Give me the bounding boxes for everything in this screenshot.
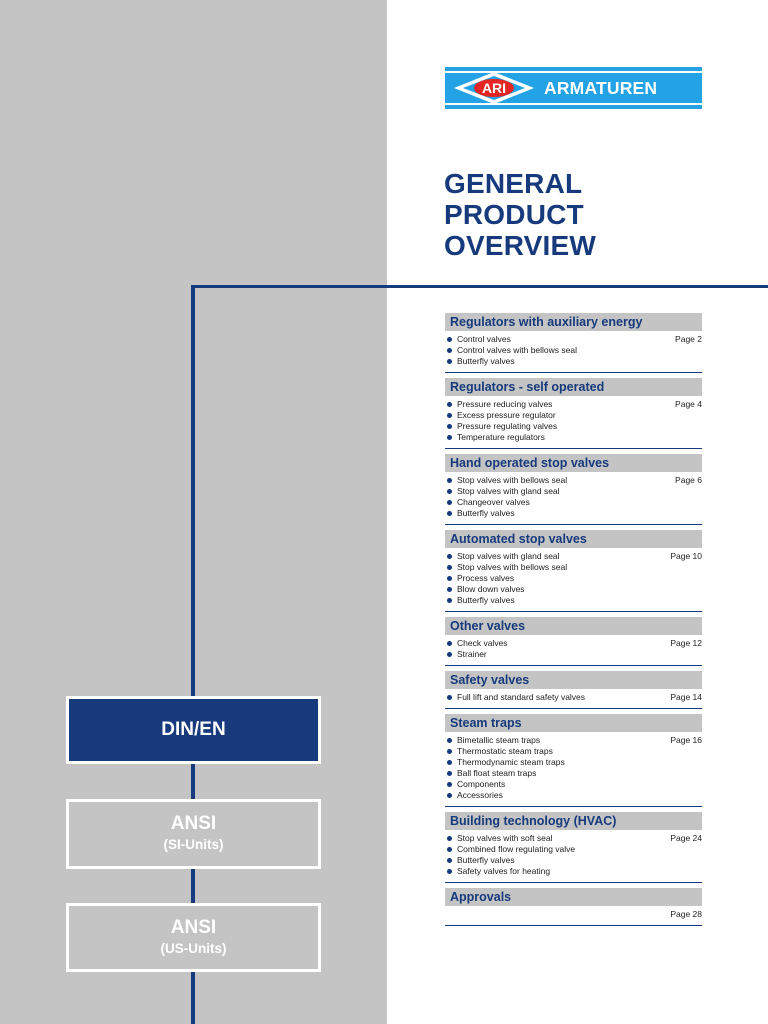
section-list-item — [445, 866, 702, 877]
section-list-item — [445, 757, 702, 768]
section-title[interactable]: Regulators with auxiliary energy — [445, 313, 702, 331]
section-list-item — [445, 779, 702, 790]
section-body — [445, 833, 702, 877]
bullet-icon — [447, 847, 452, 852]
section-divider — [445, 611, 702, 612]
list-item-text: Changeover valves — [457, 497, 530, 507]
product-section — [445, 671, 702, 709]
section-list-item — [445, 334, 702, 345]
list-item-text: Control valves — [457, 334, 511, 344]
section-divider — [445, 882, 702, 883]
section-page-ref[interactable]: Page 4 — [675, 399, 702, 409]
section-list-item — [445, 475, 702, 486]
section-page-ref[interactable]: Page 12 — [670, 638, 702, 648]
section-body — [445, 399, 702, 443]
section-title[interactable]: Safety valves — [445, 671, 702, 689]
list-item-text: Combined flow regulating valve — [457, 844, 576, 854]
ansi-si-sublabel: (SI-Units) — [163, 837, 224, 852]
section-list-item — [445, 735, 702, 746]
section-title[interactable]: Automated stop valves — [445, 530, 702, 548]
bullet-icon — [447, 652, 452, 657]
bullet-icon — [447, 359, 452, 364]
section-divider — [445, 448, 702, 449]
section-page-ref[interactable]: Page 6 — [675, 475, 702, 485]
section-body — [445, 638, 702, 660]
bullet-icon — [447, 771, 452, 776]
section-title[interactable]: Other valves — [445, 617, 702, 635]
list-item-text: Strainer — [457, 649, 487, 659]
bullet-icon — [447, 695, 452, 700]
title-line: PRODUCT — [444, 199, 584, 230]
logo-brand-text: ARMATUREN — [544, 78, 658, 98]
bullet-icon — [447, 869, 452, 874]
section-title[interactable]: Hand operated stop valves — [445, 454, 702, 472]
section-divider — [445, 372, 702, 373]
list-item-text: Accessories — [457, 790, 503, 800]
section-page-ref[interactable]: Page 14 — [670, 692, 702, 702]
bullet-icon — [447, 424, 452, 429]
section-list-item — [445, 356, 702, 367]
list-item-text: Control valves with bellows seal — [457, 345, 577, 355]
section-page-ref[interactable]: Page 2 — [675, 334, 702, 344]
bullet-icon — [447, 760, 452, 765]
bullet-icon — [447, 348, 452, 353]
section-list-item — [445, 573, 702, 584]
product-section — [445, 378, 702, 449]
list-item-text: Safety valves for heating — [457, 866, 551, 876]
section-list-item — [445, 768, 702, 779]
ansi-si-label: ANSI — [170, 813, 217, 834]
product-section — [445, 617, 702, 666]
list-item-text: Thermostatic steam traps — [457, 746, 553, 756]
list-item-text: Temperature regulators — [457, 432, 545, 442]
bullet-icon — [447, 836, 452, 841]
section-body — [445, 909, 702, 920]
list-item-text: Check valves — [457, 638, 508, 648]
product-section — [445, 454, 702, 525]
ansi-si-units-button[interactable] — [66, 799, 321, 869]
list-item-text: Pressure regulating valves — [457, 421, 558, 431]
horizontal-divider-line — [191, 285, 768, 288]
section-list-item — [445, 595, 702, 606]
bullet-icon — [447, 337, 452, 342]
section-list-item — [445, 421, 702, 432]
section-page-ref[interactable]: Page 24 — [670, 833, 702, 843]
section-list-item — [445, 584, 702, 595]
section-divider — [445, 524, 702, 525]
bullet-icon — [447, 489, 452, 494]
list-item-text: Thermodynamic steam traps — [457, 757, 565, 767]
section-list-item — [445, 746, 702, 757]
section-list-item — [445, 844, 702, 855]
din-en-button[interactable] — [66, 696, 321, 764]
section-list-item — [445, 508, 702, 519]
list-item-text: Excess pressure regulator — [457, 410, 556, 420]
section-divider — [445, 708, 702, 709]
list-item-text: Full lift and standard safety valves — [457, 692, 586, 702]
section-title[interactable]: Steam traps — [445, 714, 702, 732]
list-item-text: Stop valves with gland seal — [457, 486, 560, 496]
bullet-icon — [447, 511, 452, 516]
list-item-text: Bimetallic steam traps — [457, 735, 541, 745]
logo-mark-text: ARI — [481, 80, 507, 96]
section-divider — [445, 925, 702, 926]
list-item-text: Ball float steam traps — [457, 768, 537, 778]
ansi-us-sublabel: (US-Units) — [160, 941, 227, 956]
section-body — [445, 735, 702, 801]
ansi-us-units-button[interactable] — [66, 903, 321, 972]
list-item-text: Components — [457, 779, 506, 789]
section-list-item — [445, 692, 702, 703]
section-body — [445, 692, 702, 703]
section-title[interactable]: Regulators - self operated — [445, 378, 702, 396]
list-item-text: Butterfly valves — [457, 356, 515, 366]
list-item-text: Stop valves with bellows seal — [457, 475, 568, 485]
bullet-icon — [447, 749, 452, 754]
section-list-item — [445, 855, 702, 866]
list-item-text: Pressure reducing valves — [457, 399, 553, 409]
section-list-item — [445, 562, 702, 573]
bullet-icon — [447, 413, 452, 418]
title-line: OVERVIEW — [444, 230, 597, 261]
section-page-ref[interactable]: Page 28 — [670, 909, 702, 919]
bullet-icon — [447, 641, 452, 646]
section-list-item — [445, 486, 702, 497]
bullet-icon — [447, 782, 452, 787]
bullet-icon — [447, 587, 452, 592]
din-en-label: DIN/EN — [161, 719, 226, 740]
section-body — [445, 475, 702, 519]
list-item-text: Stop valves with gland seal — [457, 551, 560, 561]
section-list-item — [445, 551, 702, 562]
section-list-item — [445, 790, 702, 801]
list-item-text: Butterfly valves — [457, 595, 515, 605]
section-body — [445, 551, 702, 606]
section-page-ref[interactable]: Page 10 — [670, 551, 702, 561]
section-list-item — [445, 345, 702, 356]
list-item-text: Process valves — [457, 573, 515, 583]
list-item-text: Stop valves with bellows seal — [457, 562, 568, 572]
title-line: GENERAL — [444, 168, 583, 199]
bullet-icon — [447, 435, 452, 440]
list-item-text: Stop valves with soft seal — [457, 833, 553, 843]
bullet-icon — [447, 402, 452, 407]
section-divider — [445, 806, 702, 807]
page-title — [444, 168, 744, 261]
bullet-icon — [447, 554, 452, 559]
section-list-item — [445, 432, 702, 443]
section-list-item — [445, 833, 702, 844]
product-section — [445, 812, 702, 883]
section-list-item — [445, 399, 702, 410]
section-title[interactable]: Building technology (HVAC) — [445, 812, 702, 830]
list-item-text: Butterfly valves — [457, 855, 515, 865]
list-item-text: Blow down valves — [457, 584, 525, 594]
bullet-icon — [447, 858, 452, 863]
bullet-icon — [447, 576, 452, 581]
section-divider — [445, 665, 702, 666]
section-title[interactable]: Approvals — [445, 888, 702, 906]
bullet-icon — [447, 793, 452, 798]
ari-armaturen-logo — [445, 67, 702, 109]
ansi-us-label: ANSI — [170, 917, 217, 938]
bullet-icon — [447, 738, 452, 743]
section-list-item — [445, 638, 702, 649]
ari-diamond-icon — [453, 71, 535, 105]
section-page-ref[interactable]: Page 16 — [670, 735, 702, 745]
product-section — [445, 530, 702, 612]
product-section — [445, 313, 702, 373]
bullet-icon — [447, 565, 452, 570]
section-list-item — [445, 497, 702, 508]
product-section — [445, 714, 702, 807]
list-item-text: Butterfly valves — [457, 508, 515, 518]
section-list-item — [445, 649, 702, 660]
section-body — [445, 334, 702, 367]
section-list-item — [445, 410, 702, 421]
bullet-icon — [447, 598, 452, 603]
product-section — [445, 888, 702, 926]
bullet-icon — [447, 478, 452, 483]
bullet-icon — [447, 500, 452, 505]
